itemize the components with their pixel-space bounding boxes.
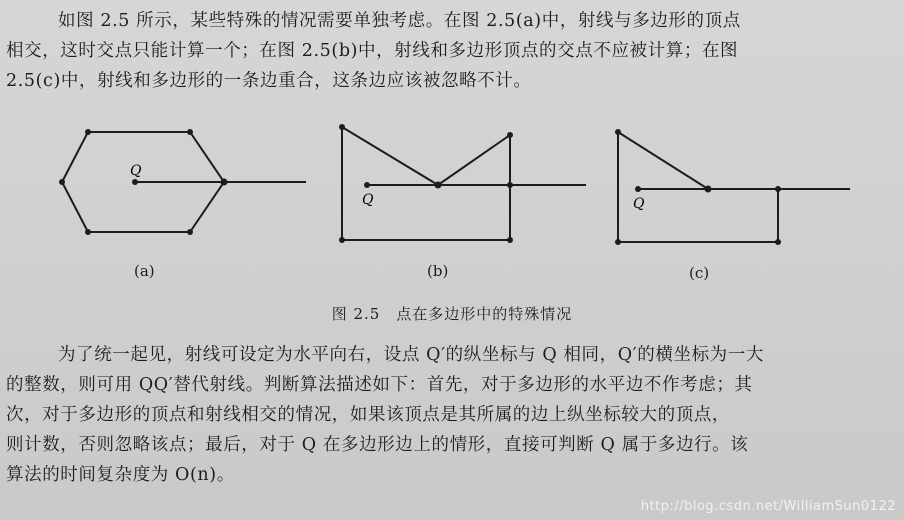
vertex-dot (187, 129, 193, 135)
vertex-dot (221, 179, 228, 186)
figure-diagrams (0, 112, 904, 332)
point-q-dot (132, 179, 138, 185)
sublabel-c: (c) (689, 264, 710, 282)
diagram-a (62, 132, 306, 232)
paragraph-2-line: 算法的时间复杂度为 O(n)。 (6, 465, 235, 485)
vertex-dot (615, 239, 621, 245)
paragraph-2-line: 为了统一起见，射线可设定为水平向右，设点 Q′的纵坐标与 Q 相同，Q′的横坐标为一大 (58, 345, 764, 365)
figure-2-5 (0, 112, 904, 332)
paragraph-2 (6, 340, 892, 490)
c-polygon (618, 132, 778, 242)
vertex-dot (775, 186, 781, 192)
sublabel-b: (b) (427, 262, 449, 280)
sublabel-a: (a) (134, 262, 155, 280)
point-q-dot (635, 186, 641, 192)
paragraph-1-line: 2.5(c)中，射线和多边形的一条边重合，这条边应该被忽略不计。 (6, 71, 532, 91)
diagram-b (342, 127, 586, 240)
vertex-dot (85, 229, 91, 235)
vertex-dot (85, 129, 91, 135)
figure-caption: 图 2.5 点在多边形中的特殊情况 (331, 305, 573, 323)
paragraph-1-line: 如图 2.5 所示，某些特殊的情况需要单独考虑。在图 2.5(a)中，射线与多边形的顶点 (58, 11, 741, 31)
vertex-dot (615, 129, 621, 135)
vertex-dot (435, 182, 442, 189)
vertex-dot (705, 186, 712, 193)
point-q-dot (364, 182, 370, 188)
diagram-c (618, 132, 850, 242)
vertex-dot (59, 179, 65, 185)
paragraph-1-line: 相交，这时交点只能计算一个；在图 2.5(b)中，射线和多边形顶点的交点不应被计算；在图 (6, 41, 739, 61)
q-label-c: Q (633, 196, 645, 212)
vertex-dot (339, 124, 345, 130)
vertex-dot (507, 132, 513, 138)
vertex-dot (775, 239, 781, 245)
vertex-dot (507, 237, 513, 243)
paragraph-2-line: 则计数，否则忽略该点；最后，对于 Q 在多边形边上的情形，直接可判断 Q 属于多边行。该 (6, 435, 749, 455)
paragraph-1 (6, 6, 892, 96)
q-label-a: Q (130, 163, 142, 179)
vertex-dot (339, 237, 345, 243)
vertex-dot (187, 229, 193, 235)
paragraph-2-line: 次，对于多边形的顶点和射线相交的情况，如果该顶点是其所属的边上纵坐标较大的顶点， (6, 405, 730, 425)
vertex-dot (507, 182, 513, 188)
q-label-b: Q (362, 192, 374, 208)
watermark-url: http://blog.csdn.net/WilliamSun0122 (640, 499, 896, 514)
paragraph-2-line: 的整数，则可用 QQ′替代射线。判断算法描述如下：首先，对于多边形的水平边不作考虑；其 (6, 375, 753, 395)
